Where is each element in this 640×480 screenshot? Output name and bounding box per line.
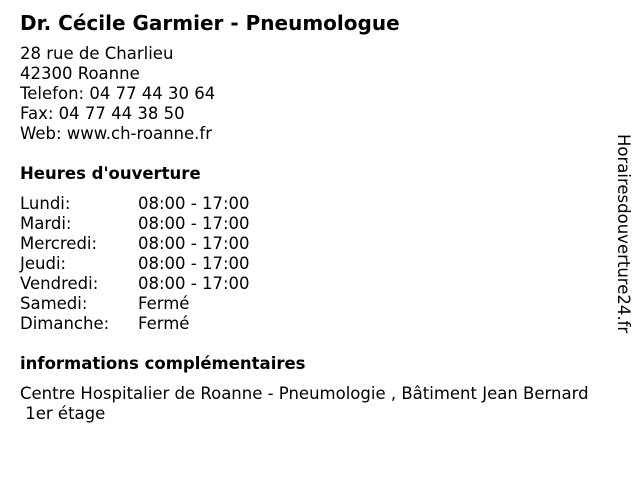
day-hours: Fermé xyxy=(138,314,190,333)
phone-number: Telefon: 04 77 44 30 64 xyxy=(20,84,216,103)
hours-row-sunday xyxy=(20,314,250,334)
day-hours: 08:00 - 17:00 xyxy=(138,274,250,293)
website: Web: www.ch-roanne.fr xyxy=(20,124,213,143)
hours-heading: Heures d'ouverture xyxy=(20,164,201,183)
city-address: 42300 Roanne xyxy=(20,64,140,83)
info-heading: informations complémentaires xyxy=(20,354,306,373)
brand-watermark: Horairesdouverture24.fr xyxy=(614,134,633,334)
day-label: Dimanche: xyxy=(20,314,110,333)
day-label: Mercredi: xyxy=(20,234,98,253)
hours-table xyxy=(20,194,250,334)
day-label: Samedi: xyxy=(20,294,88,313)
day-label: Mardi: xyxy=(20,214,72,233)
day-hours: 08:00 - 17:00 xyxy=(138,194,250,213)
hours-row-thursday xyxy=(20,254,250,274)
street-address: 28 rue de Charlieu xyxy=(20,44,174,63)
hours-row-saturday xyxy=(20,294,250,314)
day-hours: Fermé xyxy=(138,294,190,313)
day-label: Vendredi: xyxy=(20,274,99,293)
page-title: Dr. Cécile Garmier - Pneumologue xyxy=(20,11,400,35)
address-block xyxy=(20,44,215,144)
day-hours: 08:00 - 17:00 xyxy=(138,214,250,233)
day-hours: 08:00 - 17:00 xyxy=(138,234,250,253)
hours-row-tuesday xyxy=(20,214,250,234)
hours-row-wednesday xyxy=(20,234,250,254)
info-line: 1er étage xyxy=(20,404,106,423)
hours-row-monday xyxy=(20,194,250,214)
info-line: Centre Hospitalier de Roanne - Pneumologie , Bâtiment Jean Bernard xyxy=(20,384,589,403)
fax-number: Fax: 04 77 44 38 50 xyxy=(20,104,185,123)
info-block xyxy=(20,384,589,424)
hours-row-friday xyxy=(20,274,250,294)
day-label: Jeudi: xyxy=(20,254,67,273)
day-label: Lundi: xyxy=(20,194,71,213)
day-hours: 08:00 - 17:00 xyxy=(138,254,250,273)
